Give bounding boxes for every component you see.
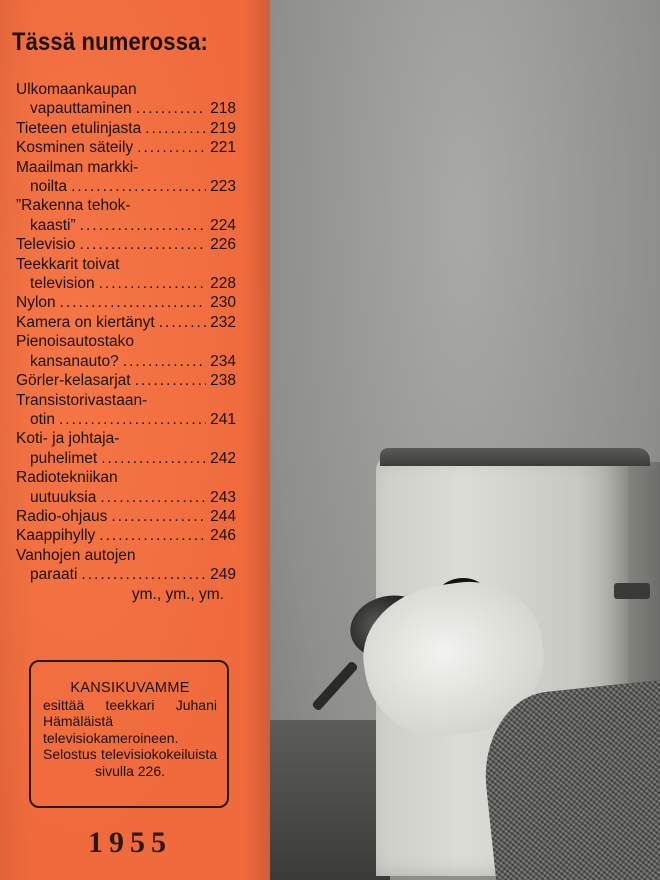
- dot-leader: [59, 410, 206, 429]
- contents-entry-title: Teekkarit toivat: [16, 255, 120, 273]
- contents-entry-title: uutuuksia: [30, 488, 97, 506]
- contents-entry-line: [16, 196, 236, 215]
- contents-entry-line: [16, 449, 236, 468]
- contents-entry-page: 241: [210, 410, 236, 428]
- cover-photo: [270, 0, 660, 880]
- dot-leader: [99, 274, 207, 293]
- cover-caption-text: esittää teekkari Juhani Hämäläistä televisiokameroineen. Selostus televisiokokeiluista sivulla 226.: [43, 696, 217, 779]
- contents-entry-title: kaasti”: [30, 216, 76, 234]
- dot-leader: [80, 216, 206, 235]
- contents-entry-title: Görler-kelasarjat: [16, 372, 131, 390]
- contents-entry: [16, 546, 236, 585]
- contents-entry-line: [16, 391, 236, 410]
- contents-entry-title: kansanauto?: [30, 352, 119, 370]
- dot-leader: [137, 138, 206, 157]
- contents-entry: [16, 255, 236, 294]
- contents-entry-line: [16, 507, 236, 526]
- contents-entry-page: 219: [210, 119, 236, 137]
- dot-leader: [135, 371, 207, 390]
- contents-entry-line: [16, 119, 236, 138]
- contents-entry-page: 218: [210, 100, 236, 118]
- contents-entry: [16, 293, 236, 312]
- camera-latch: [614, 583, 650, 599]
- photo-shadow: [270, 720, 390, 880]
- contents-entry-page: 228: [210, 275, 236, 293]
- contents-footer: ym., ym., ym.: [131, 585, 224, 603]
- dot-leader: [145, 119, 206, 138]
- contents-entry-title: Transistorivastaan-: [16, 391, 148, 409]
- contents-entry-page: 246: [210, 527, 236, 545]
- contents-entry-line: [16, 138, 236, 157]
- contents-entry-title: Televisio: [16, 236, 76, 254]
- contents-entry-title: television: [30, 275, 95, 293]
- dot-leader: [100, 488, 206, 507]
- contents-entry-line: [16, 429, 236, 448]
- contents-entry-line: [16, 255, 236, 274]
- contents-entry-page: 244: [210, 507, 236, 525]
- contents-entry-title: Radio-ohjaus: [16, 507, 108, 525]
- contents-entry-line: [16, 158, 236, 177]
- contents-heading: Tässä numerossa:: [12, 28, 209, 56]
- contents-entry-page: 230: [210, 294, 236, 312]
- contents-entry-page: 234: [210, 352, 236, 370]
- contents-entry-page: 249: [210, 566, 236, 584]
- contents-entry-title: Kosminen säteily: [16, 139, 134, 157]
- contents-entry-line: [16, 293, 236, 312]
- dot-leader: [60, 293, 206, 312]
- dot-leader: [71, 177, 206, 196]
- contents-entry-line: [16, 410, 236, 429]
- contents-entry: [16, 158, 236, 197]
- contents-entry: [16, 313, 236, 332]
- dot-leader: [111, 507, 206, 526]
- contents-entry-page: 224: [210, 216, 236, 234]
- contents-entry: [16, 391, 236, 430]
- contents-entry-line: [16, 216, 236, 235]
- contents-entry-title: otin: [30, 410, 55, 428]
- cover-caption-title: KANSIKUVAMME: [70, 680, 190, 696]
- contents-entry: [16, 371, 236, 390]
- contents-entry-line: [16, 80, 236, 99]
- contents-entry-page: 238: [210, 372, 236, 390]
- contents-entry-line: [16, 468, 236, 487]
- dot-leader: [123, 352, 206, 371]
- contents-entry-title: paraati: [30, 566, 78, 584]
- dot-leader: [136, 99, 206, 118]
- contents-entry-line: [16, 177, 236, 196]
- contents-entry-title: puhelimet: [30, 449, 98, 467]
- contents-entry-title: Kaappihylly: [16, 527, 96, 545]
- contents-entry: [16, 332, 236, 371]
- contents-list: [16, 80, 236, 604]
- contents-entry-title: Radiotekniikan: [16, 469, 118, 487]
- dot-leader: [159, 313, 206, 332]
- contents-entry-title: Maailman markki-: [16, 158, 139, 176]
- contents-entry-line: [16, 488, 236, 507]
- contents-entry: [16, 468, 236, 507]
- contents-entry-line: [16, 313, 236, 332]
- issue-year: 1955: [88, 826, 172, 859]
- contents-entry-title: ”Rakenna tehok-: [16, 197, 131, 215]
- contents-entry: [16, 196, 236, 235]
- contents-entry-title: Vanhojen autojen: [16, 546, 136, 564]
- contents-entry-page: 221: [210, 139, 236, 157]
- contents-entry-line: [16, 332, 236, 351]
- camera-handle: [311, 660, 359, 711]
- contents-entry: [16, 507, 236, 526]
- contents-entry-title: Ulkomaankaupan: [16, 81, 137, 98]
- contents-entry-line: [16, 565, 236, 584]
- contents-entry: [16, 119, 236, 138]
- dot-leader: [101, 449, 206, 468]
- contents-entry-line: [16, 99, 236, 118]
- contents-entry: [16, 235, 236, 254]
- contents-panel: [0, 0, 270, 880]
- contents-entry-page: 242: [210, 449, 236, 467]
- contents-entry: [16, 80, 236, 119]
- contents-entry-title: Kamera on kiertänyt: [16, 313, 155, 331]
- contents-entry-line: [16, 371, 236, 390]
- contents-entry-title: Nylon: [16, 294, 56, 312]
- contents-entry-line: [16, 274, 236, 293]
- contents-entry-page: 243: [210, 488, 236, 506]
- contents-entry-line: [16, 352, 236, 371]
- contents-entry-line: [16, 546, 236, 565]
- contents-entry-title: Pienoisautostako: [16, 333, 135, 351]
- contents-entry-title: noilta: [30, 178, 68, 196]
- contents-entry: [16, 526, 236, 545]
- dot-leader: [81, 565, 206, 584]
- contents-entry: [16, 429, 236, 468]
- contents-entry-page: 232: [210, 313, 236, 331]
- contents-entry-line: [16, 526, 236, 545]
- contents-entry-page: 226: [210, 236, 236, 254]
- contents-entry: [16, 138, 236, 157]
- cover-caption-box: [29, 660, 229, 808]
- camera-top-edge: [380, 448, 650, 466]
- contents-entry-page: 223: [210, 178, 236, 196]
- contents-entry-title: Koti- ja johtaja-: [16, 430, 120, 448]
- contents-entry-title: vapauttaminen: [30, 100, 132, 118]
- contents-entry-title: Tieteen etulinjasta: [16, 119, 142, 137]
- dot-leader: [79, 235, 206, 254]
- contents-entry-line: [16, 235, 236, 254]
- dot-leader: [99, 526, 206, 545]
